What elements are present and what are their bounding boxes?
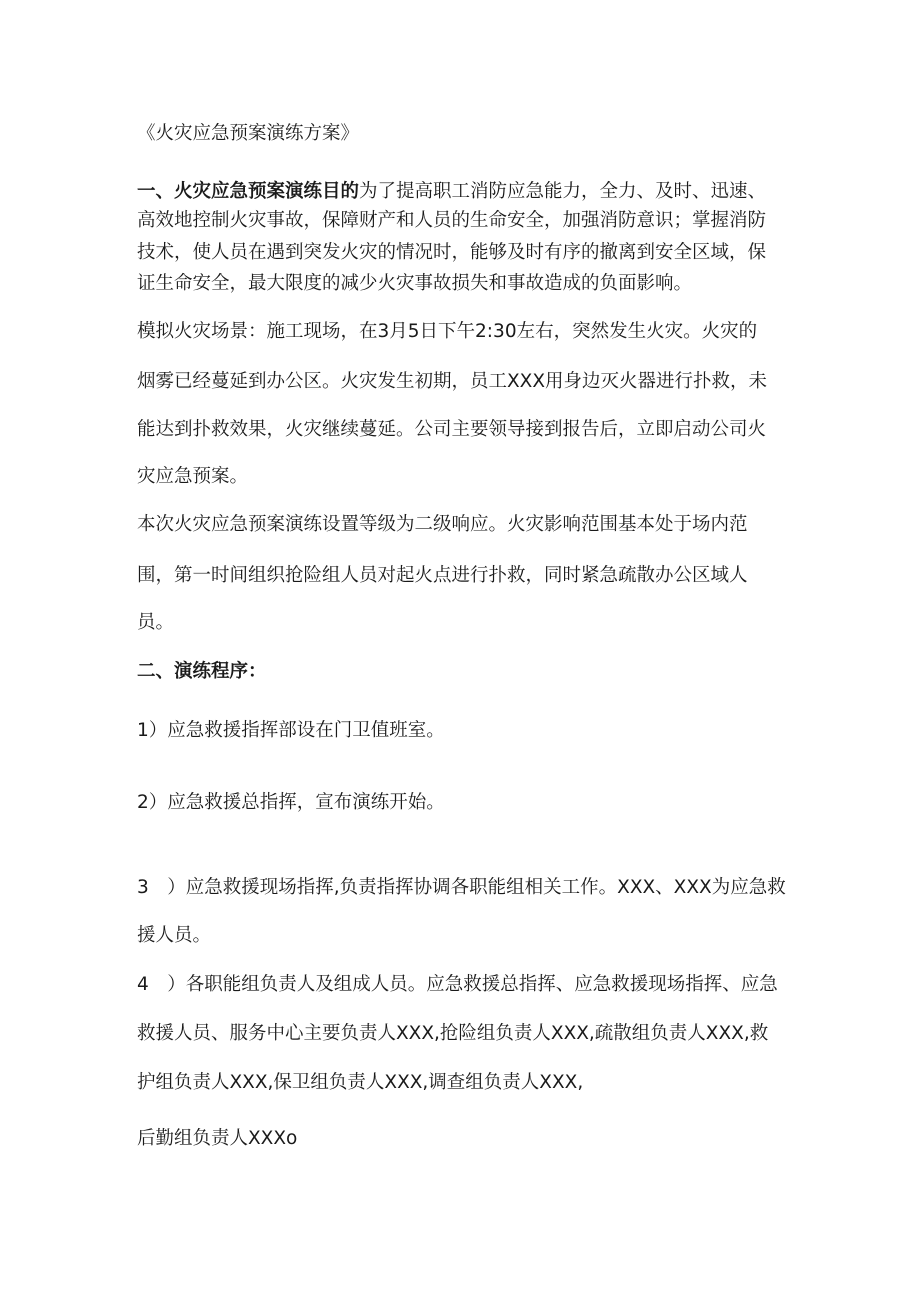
step-1: 1）应急救援指挥部设在门卫值班室。 [137, 720, 445, 741]
step-3-line-2: 援人员。 [137, 925, 212, 946]
scenario-line-3: 能达到扑救效果，火灾继续蔓延。公司主要领导接到报告后，立即启动公司火 [137, 419, 767, 440]
scenario-line-4: 灾应急预案。 [137, 466, 249, 487]
section1-line-2: 高效地控制火灾事故，保障财产和人员的生命安全，加强消防意识；掌握消防 [137, 210, 767, 231]
step-4-line-4: 后勤组负责人XXXo [137, 1128, 298, 1149]
section1-line-3: 技术，使人员在遇到突发火灾的情况时，能够及时有序的撤离到安全区域，保 [137, 242, 767, 263]
step-4-line-2: 救援人员、服务中心主要负责人XXX,抢险组负责人XXX,疏散组负责人XXX,救 [137, 1023, 769, 1044]
scenario-line-2: 烟雾已经蔓延到办公区。火灾发生初期，员工XXX用身边灭火器进行扑救，未 [137, 371, 768, 392]
section2-heading: 二、演练程序： [137, 661, 267, 682]
document-title: 《火灾应急预案演练方案》 [137, 123, 360, 144]
section1-text: 为了提高职工消防应急能力，全力、及时、迅速、 [359, 181, 767, 202]
section1-line-1 [137, 180, 766, 204]
level-line-1: 本次火灾应急预案演练设置等级为二级响应。火灾影响范围基本处于场内范 [137, 514, 748, 535]
level-line-2: 围，第一时间组织抢险组人员对起火点进行扑救，同时紧急疏散办公区域人 [137, 565, 748, 586]
step-3-line-1: 3 ）应急救援现场指挥,负责指挥协调各职能组相关工作。XXX、XXX为应急救 [137, 877, 786, 898]
section1-heading: 一、火灾应急预案演练目的 [137, 181, 360, 202]
step-4-line-1: 4 ）各职能组负责人及组成人员。应急救援总指挥、应急救援现场指挥、应急 [137, 974, 778, 995]
step-4-line-3: 护组负责人XXX,保卫组负责人XXX,调查组负责人XXX, [137, 1072, 584, 1093]
level-line-3: 员。 [137, 612, 175, 633]
scenario-line-1: 模拟火灾场景：施工现场，在3月5日下午2:30左右，突然发生火灾。火灾的 [137, 321, 758, 342]
section1-line-4: 证生命安全，最大限度的减少火灾事故损失和事故造成的负面影响。 [137, 273, 693, 294]
step-2: 2）应急救援总指挥，宣布演练开始。 [137, 792, 445, 813]
